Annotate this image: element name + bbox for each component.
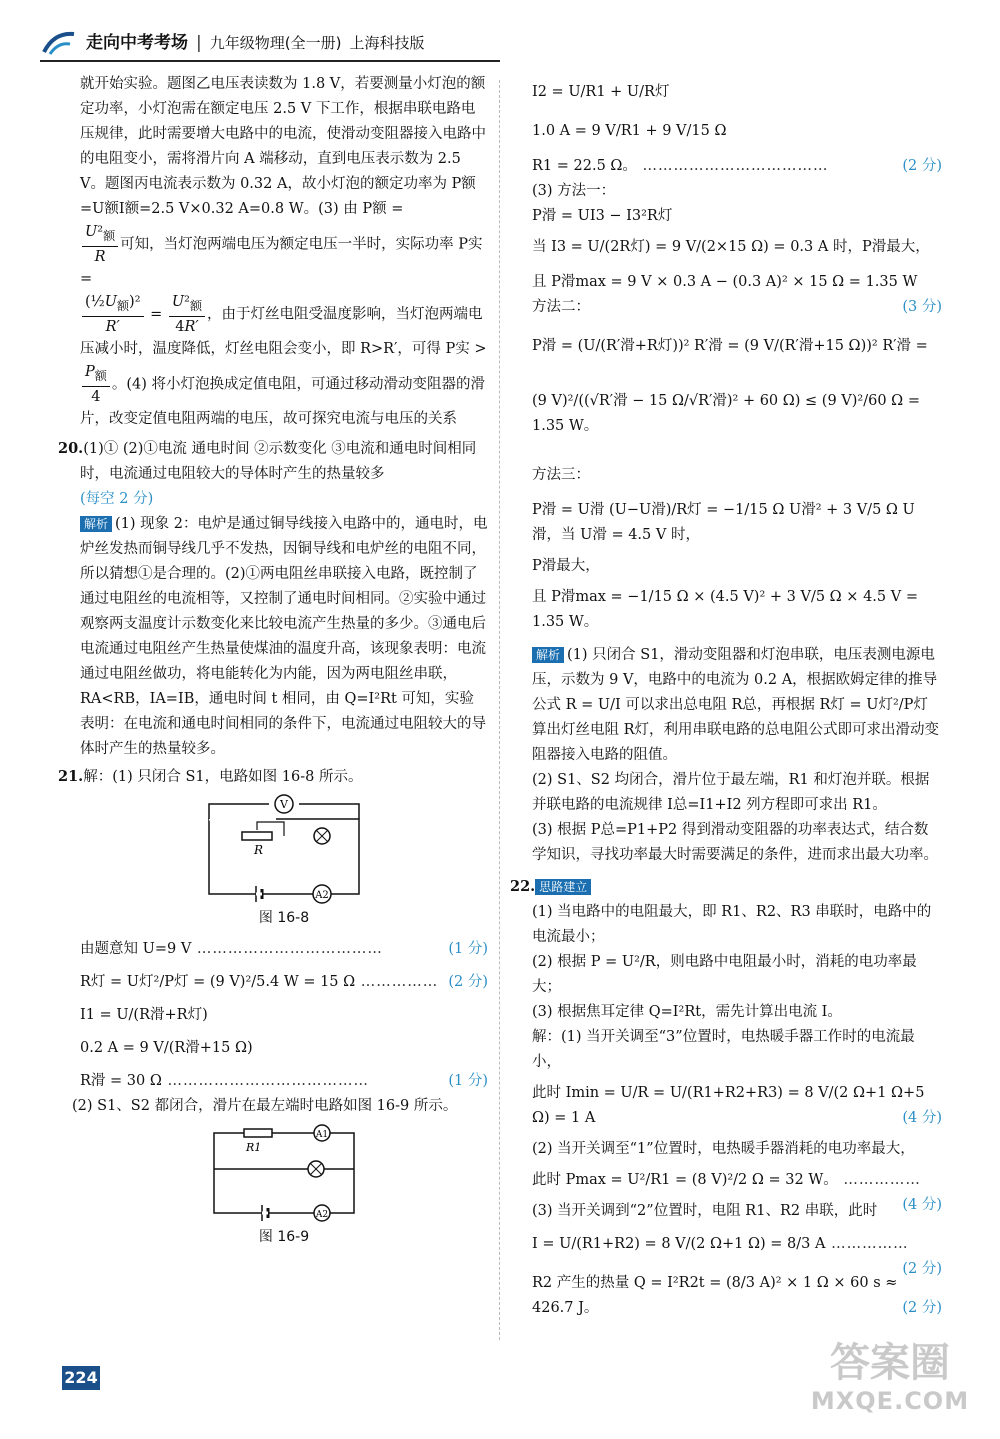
- watermark: 答案圈 MXQE.COM: [810, 1340, 970, 1415]
- q22-thought-2: (2) 根据 P = U²/R，则电路中电阻最小时，消耗的电功率最大；: [532, 954, 917, 995]
- q20-score: (每空 2 分): [80, 490, 154, 507]
- right-column: [510, 72, 942, 1321]
- thinking-tag: 思路建立: [535, 879, 591, 895]
- q21-analysis-3: (3) 根据 P总=P1+P2 得到滑动变阻器的功率表达式，结合数学知识，寻找功率最大时需要满足的条件，进而求出最大功率。: [532, 822, 938, 863]
- current-i2-numeric: 1.0 A = 9 V/R1 + 9 V/15 Ω: [532, 123, 727, 139]
- method-three-max: P滑最大，: [532, 558, 600, 574]
- q22-min-current: 此时 Imin = U/R = U/(R1+R2+R3) = 8 V/(2 Ω+1 Ω+5 Ω) = 1 A (4 分): [532, 1085, 942, 1126]
- voltmeter-label: V: [280, 797, 288, 811]
- header-separator: |: [196, 32, 202, 53]
- q21-part2: (2) S1、S2 都闭合，滑片在最左端时电路如图 16-9 所示。: [72, 1097, 458, 1114]
- given-voltage: 由题意知 U=9 V ……………………………… (1 分): [80, 940, 488, 957]
- figure-16-9-caption: 图 16-9: [258, 1228, 310, 1245]
- book-title: 九年级物理(全一册): [209, 33, 342, 52]
- current-i2: I2 = U/R1 + U/R灯: [532, 84, 670, 100]
- method-two-eq1: P滑 = (U/(R′滑+R灯))² R′滑 = (9 V/(R′滑+15 Ω))² R′滑 =: [532, 338, 928, 354]
- q22-max-power: 此时 Pmax = U²/R1 = (8 V)²/2 Ω = 32 W。 …………… (4 分): [532, 1172, 942, 1213]
- q22-heading: 22. 思路建立: [532, 874, 942, 900]
- lamp-resistance: R灯 = U灯²/P灯 = (9 V)²/5.4 W = 15 Ω …………… (2 分): [80, 973, 488, 990]
- page-number: 224: [62, 1366, 100, 1390]
- q20-answer: 20.(1)① (2)①电流 通电时间 ②示数变化 ③电流和通电时间相同时，电流通过电阻较大的导体时产生的热量较多: [58, 439, 477, 482]
- max-current-condition: 当 I3 = U/(2R灯) = 9 V/(2×15 Ω) = 0.3 A 时，P滑最大，: [532, 239, 930, 255]
- max-power-method1: 且 P滑max = 9 V × 0.3 A − (0.3 A)² × 15 Ω = 1.35 W (3 分): [532, 274, 942, 315]
- q19-conclusion: $\frac{P_额}{4}$ 。(4) 将小灯泡换成定值电阻，可通过移动滑动变阻器的滑片，改变定值电阻两端的电压，故可探究电流与电压的关系: [80, 363, 485, 427]
- ammeter-label: A2: [315, 889, 329, 901]
- slide-power-eq: P滑 = UI3 − I3²R灯: [532, 208, 673, 224]
- column-divider: [499, 80, 500, 1340]
- q20-analysis: 解析 (1) 现象 2：电炉是通过铜导线接入电路中的，通电时，电炉丝发热而铜导线几乎不发热，因铜导线和电炉丝的电阻不同，所以猜想①是合理的。(2)①两电阻丝串联接入电路，既控制了通过电阻丝的电流相等，又控制了通电时间相同。②实验中通过观察两支温度计示数变化来比较电流产生热量的多少。③通电后电流通过电阻丝产生热量使煤油的温度升高，该现象表明：电流通过电阻丝做功，将电能转化为内能，因为两电阻丝串联，RA<RB，IA=IB，通电时间 t 相同，由 Q=I²Rt 可知，实验表明：在电流和通电时间相同的条件下，电流通过电阻较大的导体时产生的热量较多。: [80, 515, 488, 757]
- q19-power-text: $\frac{U^2_额}{R}$ 可知，当灯泡两端电压为额定电压一半时，实际功率 P实 =: [80, 224, 483, 287]
- a1-label: A1: [315, 1129, 329, 1140]
- q21-intro: 21.解：(1) 只闭合 S1，电路如图 16-8 所示。: [58, 767, 363, 785]
- header-rule: [40, 60, 500, 62]
- a2-label: A2: [315, 1209, 329, 1220]
- q22-solution-2: (2) 当开关调至“1”位置时，电热暖手器消耗的电功率最大，: [532, 1141, 915, 1157]
- current-i1: I1 = U/(R滑+R灯): [80, 1006, 208, 1023]
- brand-title: 走向中考考场: [86, 32, 188, 53]
- circuit-figure-16-9: [204, 1123, 364, 1223]
- q19-actual-power: $\frac{(\frac{1}{2}U_额)^2}{R'}$ = $\frac{U^2_额}{4R'}$ ，由于灯丝电阻受温度影响，当灯泡两端电压减小时，温度降低，灯丝电阻会变小，即 R>R′，可得 P实 >: [80, 293, 487, 357]
- q22-solution-1: 解：(1) 当开关调至“3”位置时，电热暖手器工作时的电流最小，: [532, 1029, 915, 1070]
- r1-label: R1: [246, 1140, 262, 1154]
- q22-solution-3: (3) 当开关调到“2”位置时，电阻 R1、R2 串联，此时: [532, 1203, 878, 1219]
- resistor-label: R: [254, 842, 264, 857]
- q22-thought-3: (3) 根据焦耳定律 Q=I²Rt，需先计算出电流 I。: [532, 1004, 842, 1020]
- method-three-heading: 方法三：: [532, 467, 590, 483]
- actual-power-formula: $\frac{(\frac{1}{2}U_额)^2}{R'}$: [82, 292, 144, 337]
- method-three-value: 且 P滑max = −1/15 Ω × (4.5 V)² + 3 V/5 Ω × 4.5 V = 1.35 W。: [532, 589, 918, 630]
- method-one-heading: (3) 方法一：: [532, 183, 616, 199]
- slide-resistance: R滑 = 30 Ω ………………………………… (1 分): [80, 1072, 488, 1089]
- current-i1-numeric: 0.2 A = 9 V/(R滑+15 Ω): [80, 1039, 253, 1056]
- q22-current: I = U/(R1+R2) = 8 V/(2 Ω+1 Ω) = 8/3 A …………… (2 分): [532, 1236, 942, 1277]
- figure-16-8-caption: 图 16-8: [258, 909, 310, 926]
- r1-result: R1 = 22.5 Ω。 ……………………………… (2 分): [532, 158, 942, 174]
- book-logo-icon: [40, 28, 78, 58]
- q21-analysis-2: (2) S1、S2 均闭合，滑片位于最左端，R1 和灯泡并联。根据并联电路的电流规律 I总=I1+I2 列方程即可求出 R1。: [532, 772, 930, 813]
- q19-continuation: 就开始实验。题图乙电压表读数为 1.8 V，若要测量小灯泡的额定功率，小灯泡需在额定电压 2.5 V 下工作，根据串联电路电压规律，此时需要增大电路中的电流，使滑动变阻器接入电路中的电阻变小，需将滑片向 A 端移动，直到电压表示数为 2.5 V。题图丙电流表示数为 0.32 A，故小灯泡的额定功率为 P额=U额I额=2.5 V×0.32 A=0.8 W。(3) 由 P额 =: [80, 76, 486, 217]
- method-two-eq2: (9 V)²/((√R′滑 − 15 Ω/√R′滑)² + 60 Ω) ≤ (9 V)²/60 Ω = 1.35 W。: [532, 393, 920, 434]
- analysis-tag-right: 解析: [532, 647, 564, 663]
- method-three-eq: P滑 = U滑 (U−U滑)/R灯 = −1/15 Ω U滑² + 3 V/5 Ω U滑，当 U滑 = 4.5 V 时，: [532, 502, 915, 543]
- rated-power-formula: $\frac{U^2_额}{R}$: [82, 222, 118, 267]
- left-column: [58, 72, 488, 1250]
- publisher: 上海科技版: [349, 33, 425, 52]
- q22-thought-1: (1) 当电路中的电阻最大，即 R1、R2、R3 串联时，电路中的电流最小；: [532, 904, 932, 945]
- method-two-heading: 方法二：: [532, 299, 590, 315]
- page-header: [40, 26, 500, 60]
- q21-analysis-1: 解析 (1) 只闭合 S1，滑动变阻器和灯泡串联，电压表测电源电压，示数为 9 V，电路中的电流为 0.2 A，根据欧姆定律的推导公式 R = U/I 可以求出总电阻 R总，再根据 R灯 = U灯²/P灯 算出灯丝电阻 R灯，利用串联电路的总电阻公式即可求出滑动变阻器接入电路的阻值。: [532, 647, 940, 763]
- circuit-figure-16-8: [194, 794, 374, 904]
- q22-heat: R2 产生的热量 Q = I²R2t = (8/3 A)² × 1 Ω × 60 s ≈ 426.7 J。 (2 分): [532, 1275, 942, 1316]
- analysis-tag: 解析: [80, 516, 112, 532]
